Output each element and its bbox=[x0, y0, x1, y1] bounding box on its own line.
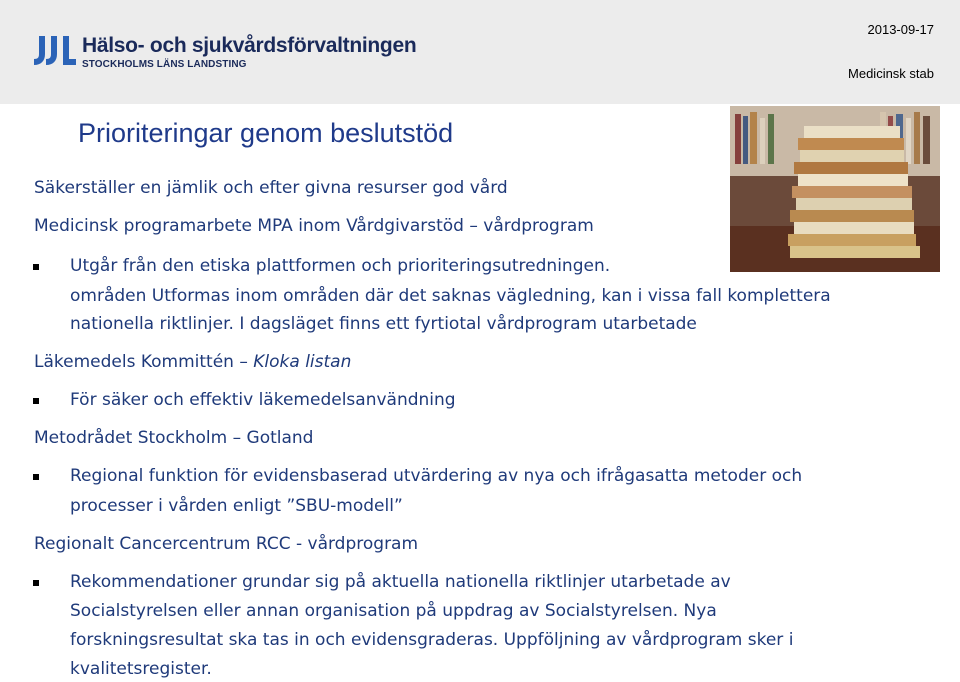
header-bar bbox=[0, 0, 960, 104]
header-date: 2013-09-17 bbox=[867, 22, 934, 37]
text-line-2: Medicinsk programarbete MPA inom Vårdgivarstöd – vårdprogram bbox=[34, 216, 594, 236]
text-line-12: Rekommendationer grundar sig på aktuella nationella riktlinjer utarbetade av bbox=[70, 572, 731, 592]
text-line-5b: I dagsläget finns ett fyrtiotal vårdprogram utarbetade bbox=[233, 314, 697, 334]
text-line-7: För säker och effektiv läkemedelsanvändning bbox=[70, 390, 456, 410]
text-line-6 bbox=[34, 352, 351, 372]
text-line-10: processer i vården enligt ”SBU-modell” bbox=[70, 496, 403, 516]
header-department: Medicinsk stab bbox=[848, 66, 934, 81]
org-subtitle: STOCKHOLMS LÄNS LANDSTING bbox=[82, 59, 247, 70]
bullet-icon bbox=[33, 398, 39, 404]
text-line-8: Metodrådet Stockholm – Gotland bbox=[34, 428, 314, 448]
text-line-11: Regionalt Cancercentrum RCC - vårdprogram bbox=[34, 534, 419, 554]
text-line-4: områden Utformas inom områden där det saknas vägledning, kan i vissa fall komplettera bbox=[70, 286, 831, 306]
slide-title: Prioriteringar genom beslutstöd bbox=[78, 118, 454, 148]
text-line-14: forskningsresultat ska tas in och evidensgraderas. Uppföljning av vårdprogram sker i bbox=[70, 630, 794, 650]
organization-logo bbox=[34, 34, 417, 74]
text-line-13: Socialstyrelsen eller annan organisation på uppdrag av Socialstyrelsen. Nya bbox=[70, 601, 717, 621]
text-line-9: Regional funktion för evidensbaserad utvärdering av nya och ifrågasatta metoder och bbox=[70, 466, 803, 486]
text-line-5a: nationella riktlinjer. bbox=[70, 314, 234, 334]
text-line-1: Säkerställer en jämlik och efter givna resurser god vård bbox=[34, 178, 508, 198]
text-line-3: Utgår från den etiska plattformen och prioriteringsutredningen. bbox=[70, 256, 611, 276]
book-stack-photo bbox=[730, 106, 940, 272]
org-name: Hälso- och sjukvårdsförvaltningen bbox=[82, 34, 417, 57]
text-line-5 bbox=[70, 314, 697, 334]
bullet-icon bbox=[33, 580, 39, 586]
text-line-6a: Läkemedels Kommittén – bbox=[34, 352, 254, 372]
bullet-icon bbox=[33, 264, 39, 270]
bullet-icon bbox=[33, 474, 39, 480]
sll-logo-icon bbox=[34, 34, 78, 70]
text-line-15: kvalitetsregister. bbox=[70, 659, 212, 679]
text-line-6b: Kloka listan bbox=[253, 352, 352, 372]
